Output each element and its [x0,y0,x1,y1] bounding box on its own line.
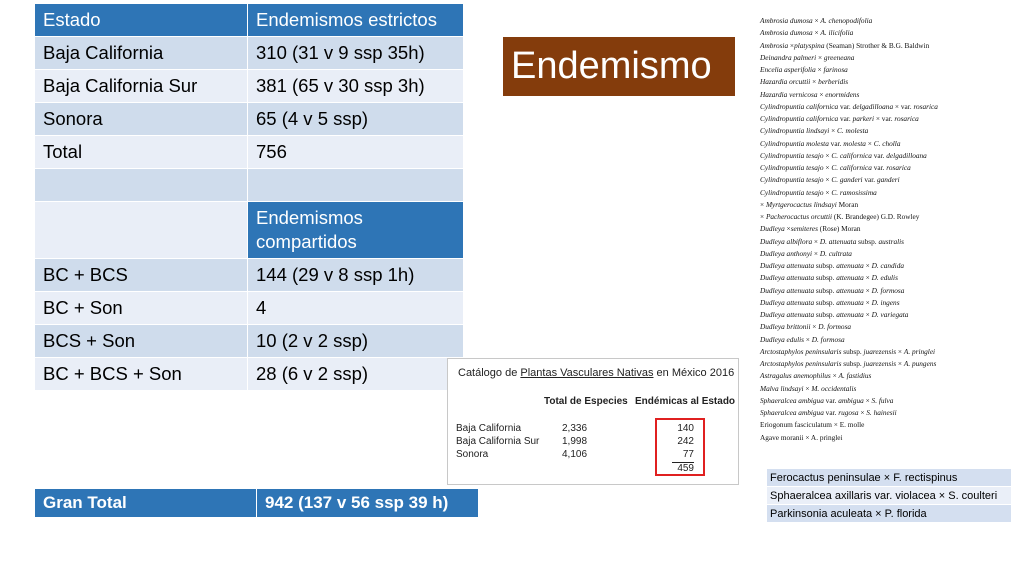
catalog-endemic: 77 [682,449,694,460]
hybrid-list [760,15,1020,444]
hybrid-item: Dudleya edulis × D. formosa [760,334,845,344]
hybrid-item: Sphaeralcea ambigua var. rugosa × S. hainesii [760,408,897,417]
hybrid-item: Dudleya brittonii × D. formosa [760,322,852,332]
extra-hybrid-item: Parkinsonia aculeata × P. florida [767,505,1012,523]
cell-count: 144 (29 v 8 ssp 1h) [248,259,464,292]
hybrid-item: Cylindropuntia tesajo × C. californica var. delgadilloana [760,150,927,160]
hybrid-item: × Myrtgerocactus lindsayi Moran [760,199,859,209]
hybrid-item: Cylindropuntia molesta var. molesta × C. cholla [760,138,901,148]
hybrid-item: Deinandra palmeri × greeneana [760,52,855,62]
endemism-table [34,3,464,391]
hybrid-item: Dudleya ×semiteres (Rose) Moran [760,224,861,234]
hybrid-item: Arctostaphylos peninsularis subsp. juarezensis × A. pungens [760,359,937,368]
hybrid-item: Eriogonum fasciculatum × E. molle [760,420,865,430]
highlight-box [655,418,705,476]
empty-cell [35,169,248,202]
hybrid-item: Dudleya attenuata subsp. attenuata × D. candida [760,261,904,270]
header-endemismos-compartidos: Endemismos compartidos [248,202,464,259]
hybrid-item: Ambrosia dumosa × A. ilicifolia [760,28,854,38]
hybrid-item: Agave moranii × A. pringlei [760,432,843,442]
cell-count: 65 (4 v 5 ssp) [248,103,464,136]
catalog-state: Sonora [456,449,489,460]
empty-cell [35,202,248,259]
title-box: Endemismo [503,37,735,96]
catalog-col-total: Total de Especies [544,396,628,407]
header-endemismos-estrictos: Endemismos estrictos [248,4,464,37]
grand-total-value: 942 (137 v 56 ssp 39 h) [257,489,479,518]
hybrid-item: Dudleya attenuata subsp. attenuata × D. variegata [760,310,909,319]
hybrid-item: Sphaeralcea ambigua var. ambigua × S. fulva [760,395,894,405]
catalog-endemic: 140 [677,423,694,434]
cell-region: BC + BCS [35,259,248,292]
cell-count: 10 (2 v 2 ssp) [248,325,464,358]
catalog-col-endemic: Endémicas al Estado [635,396,736,407]
extra-hybrids-table [766,468,1012,523]
catalog-state: Baja California Sur [456,436,540,447]
extra-hybrid-item: Ferocactus peninsulae × F. rectispinus [767,469,1012,487]
hybrid-item: Hazardia orcuttii × berberidis [760,77,849,87]
hybrid-item: × Pacherocactus orcuttii (K. Brandegee) G.D. Rowley [760,212,920,221]
hybrid-item: Cylindropuntia tesajo × C. ganderi var. ganderi [760,175,900,185]
catalog-sum: 459 [677,463,694,474]
cell-count: 756 [248,136,464,169]
hybrid-item: Hazardia vernicosa × enormidens [760,89,860,99]
catalog-total: 2,336 [562,423,588,434]
cell-count: 28 (6 v 2 ssp) [248,358,464,391]
grand-total-bar [34,488,479,518]
hybrid-item: Malva lindsayi × M. occidentalis [760,383,857,393]
catalog-title: Catálogo de Plantas Vasculares Nativas en México 2016 [458,367,735,379]
cell-region: BCS + Son [35,325,248,358]
hybrid-item: Dudleya anthonyi × D. cultrata [760,248,852,258]
hybrid-item: Encelia asperifolia × farinosa [760,65,848,74]
hybrid-item: Dudleya albiflora × D. attenuata subsp. australis [760,236,904,246]
hybrid-item: Ambrosia ×platyspina (Seaman) Strother & B.G. Baldwin [760,40,930,50]
cell-count: 4 [248,292,464,325]
catalog-state: Baja California [456,423,522,434]
hybrid-item: Ambrosia dumosa × A. chenopodifolia [760,16,873,25]
hybrid-item: Cylindropuntia tesajo × C. ramosissima [760,187,877,197]
hybrid-item: Arctostaphylos peninsularis subsp. juarezensis × A. pringlei [760,346,936,356]
cell-count: 310 (31 v 9 ssp 35h) [248,37,464,70]
catalog-total: 1,998 [562,436,588,447]
header-estado: Estado [35,4,248,37]
cell-state: Total [35,136,248,169]
cell-region: BC + Son [35,292,248,325]
hybrid-item: Cylindropuntia californica var. delgadilloana × var. rosarica [760,101,938,111]
hybrid-item: Cylindropuntia lindsayi × C. molesta [760,126,869,136]
cell-state: Sonora [35,103,248,136]
catalog-endemic: 242 [677,436,694,447]
cell-state: Baja California [35,37,248,70]
cell-region: BC + BCS + Son [35,358,248,391]
cell-state: Baja California Sur [35,70,248,103]
hybrid-item: Dudleya attenuata subsp. attenuata × D. ingens [760,297,900,307]
catalog-inset [447,358,739,485]
hybrid-item: Dudleya attenuata subsp. attenuata × D. formosa [760,285,905,295]
catalog-total: 4,106 [562,449,588,460]
empty-cell [248,169,464,202]
hybrid-item: Cylindropuntia californica var. parkeri × var. rosarica [760,114,919,123]
cell-count: 381 (65 v 30 ssp 3h) [248,70,464,103]
grand-total-label: Gran Total [35,489,257,518]
hybrid-item: Cylindropuntia tesajo × C. californica var. rosarica [760,163,911,172]
extra-hybrid-item: Sphaeralcea axillaris var. violacea × S. coulteri [767,487,1012,505]
hybrid-item: Dudleya attenuata subsp. attenuata × D. edulis [760,273,898,283]
hybrid-item: Astragalus anemophilus × A. fastidius [760,371,872,381]
